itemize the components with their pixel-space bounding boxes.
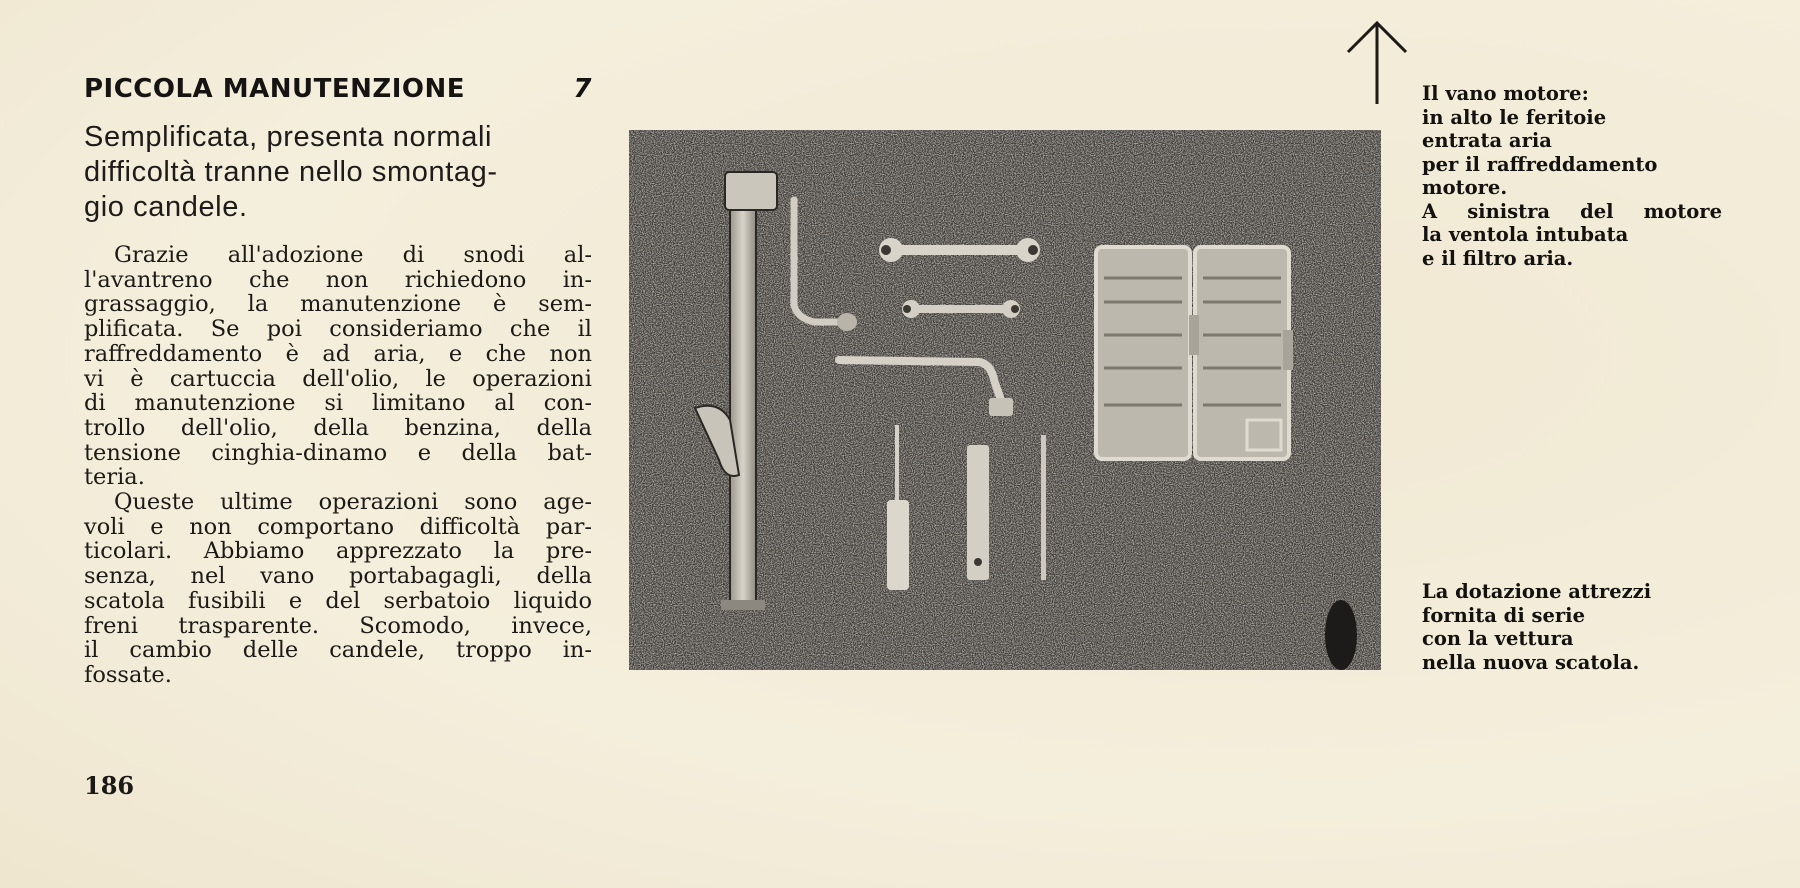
- section-title: PICCOLA MANUTENZIONE: [84, 74, 466, 104]
- text-line: Queste ultime operazioni sono age-: [114, 489, 592, 516]
- caption-line: Il vano motore:: [1422, 82, 1589, 105]
- dark-object: [1325, 600, 1357, 670]
- spark-plug-spanner: [967, 445, 989, 580]
- text-line: trollo dell'olio, della benzina, della: [84, 414, 592, 441]
- caption-line: A sinistra del motore: [1422, 199, 1722, 223]
- arrow-up-icon: [1346, 20, 1408, 106]
- text-line: teria.: [84, 464, 145, 491]
- tommy-bar: [1041, 435, 1046, 580]
- caption-line: in alto le feritoie: [1422, 105, 1607, 129]
- text-line: ticolari. Abbiamo apprezzato la pre-: [84, 538, 592, 565]
- text-line: plificata. Se poi consideriamo che il: [84, 316, 592, 343]
- caption-line: la ventola intubata: [1422, 223, 1629, 246]
- text-line: fossate.: [84, 661, 172, 688]
- caption-line: nella nuova scatola.: [1422, 650, 1640, 674]
- caption-line: fornita di serie: [1422, 603, 1585, 627]
- paragraph-2: [84, 490, 592, 688]
- text-line: il cambio delle candele, troppo in-: [84, 637, 592, 664]
- tool-kit-photo: [629, 130, 1381, 670]
- paragraph-1: [84, 243, 592, 490]
- subtitle-line: Semplificata, presenta normali: [84, 121, 493, 153]
- subtitle: [84, 120, 594, 225]
- text-line: senza, nel vano portabagagli, della: [84, 563, 592, 590]
- caption-line: entrata aria: [1422, 129, 1552, 152]
- text-line: tensione cinghia-dinamo e della bat-: [84, 439, 592, 466]
- caption-line: e il filtro aria.: [1422, 246, 1574, 270]
- section-header: [84, 74, 594, 104]
- tool-box: [1096, 247, 1293, 459]
- caption-line: motore.: [1422, 176, 1508, 199]
- text-line: freni trasparente. Scomodo, invece,: [84, 612, 592, 639]
- subtitle-line: gio candele.: [84, 191, 248, 223]
- text-line: grassaggio, la manutenzione è sem-: [84, 291, 592, 318]
- text-line: l'avantreno che non richiedono in-: [84, 266, 592, 293]
- caption-line: La dotazione attrezzi: [1422, 580, 1652, 603]
- text-line: scatola fusibili e del serbatoio liquido: [84, 587, 592, 614]
- section-number: 7: [573, 74, 592, 104]
- subtitle-line: difficoltà tranne nello smontag-: [84, 156, 498, 188]
- caption-line: con la vettura: [1422, 627, 1574, 650]
- article-body: [84, 243, 592, 688]
- text-line: Grazie all'adozione di snodi al-: [114, 242, 592, 268]
- text-line: vi è cartuccia dell'olio, le operazioni: [84, 365, 592, 392]
- caption-engine-bay: [1422, 82, 1742, 270]
- caption-tool-kit: [1422, 580, 1742, 674]
- text-line: voli e non comportano difficoltà par-: [84, 513, 592, 540]
- text-line: di manutenzione si limitano al con-: [84, 390, 592, 417]
- text-line: raffreddamento è ad aria, e che non: [84, 340, 592, 367]
- page-number: 186: [84, 771, 135, 800]
- caption-line: per il raffreddamento: [1422, 152, 1658, 176]
